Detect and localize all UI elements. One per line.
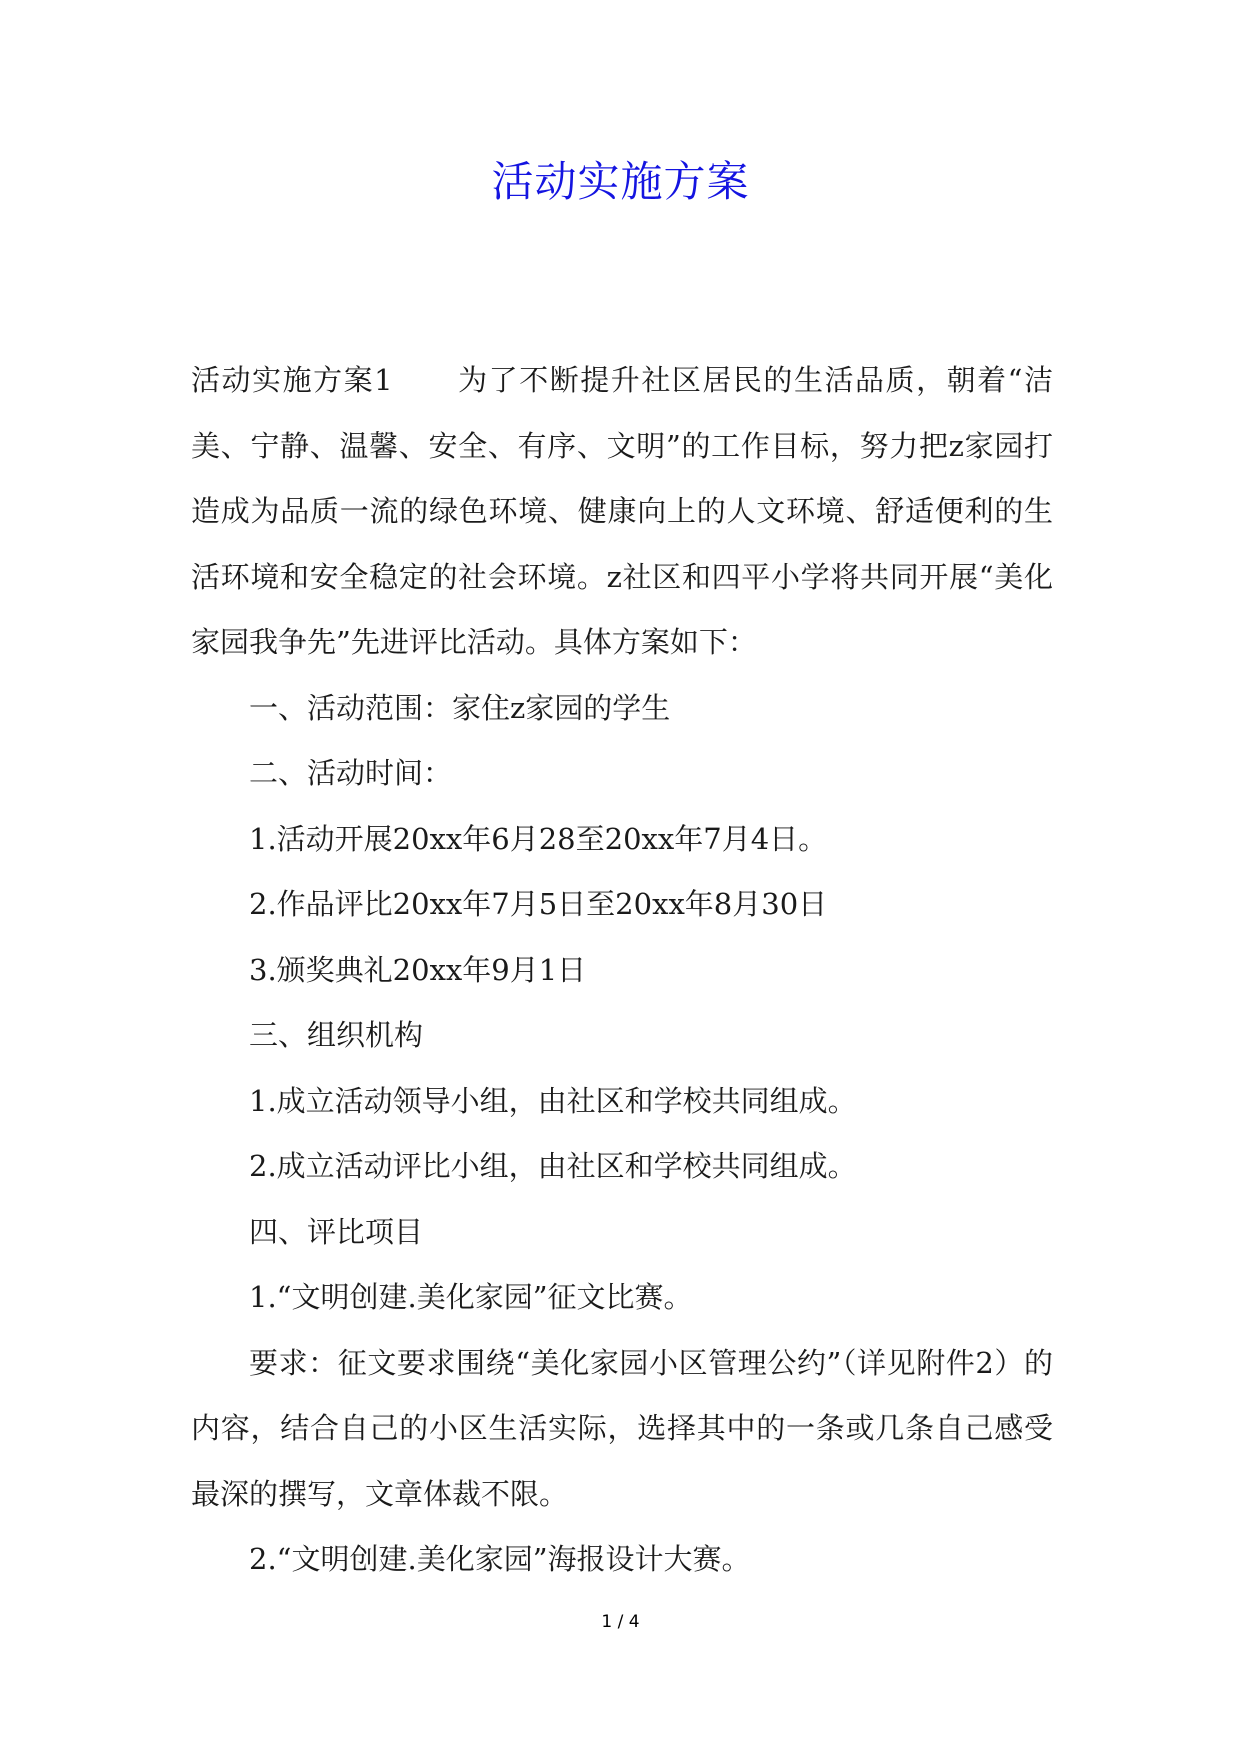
paragraph-time-1: 1.活动开展20xx年6月28至20xx年7月4日。 [249,821,828,856]
paragraph-items-heading: 四、评比项目 [249,1214,424,1249]
paragraph-essay-requirements: 要求：征文要求围绕“美化家园小区管理公约”（详见附件2）的内容，结合自己的小区生活实际，选择其中的一条或几条自己感受最深的撰写，文章体裁不限。 [191,1345,1053,1511]
intro-text: 为了不断提升社区居民的生活品质，朝着“洁美、宁静、温馨、安全、有序、文明”的工作目标，努力把z家园打造成为品质一流的绿色环境、健康向上的人文环境、舒适便利的生活环境和安全稳定的社会环境。z社区和四平小学将共同开展“美化家园我争先”先进评比活动。具体方案如下： [191,363,1054,659]
paragraph-organization-2: 2.成立活动评比小组，由社区和学校共同组成。 [249,1149,857,1183]
paragraph-time-heading: 二、活动时间： [249,756,453,790]
document-title: 活动实施方案 [491,157,750,206]
paragraph-scope: 一、活动范围：家住z家园的学生 [249,690,671,725]
document-body [191,348,1053,1593]
paragraph-item-poster: 2.“文明创建.美化家园”海报设计大赛。 [249,1542,751,1576]
page-number: 1 / 4 [601,1612,640,1632]
paragraph-organization-1: 1.成立活动领导小组，由社区和学校共同组成。 [249,1083,857,1118]
paragraph-time-2: 2.作品评比20xx年7月5日至20xx年8月30日 [249,887,828,921]
paragraph-time-3: 3.颁奖典礼20xx年9月1日 [249,952,587,987]
paragraph-organization-heading: 三、组织机构 [249,1018,424,1052]
paragraph-item-essay: 1.“文明创建.美化家园”征文比赛。 [249,1280,693,1314]
intro-heading: 活动实施方案1 [191,363,393,397]
intro-paragraph [191,348,1053,676]
